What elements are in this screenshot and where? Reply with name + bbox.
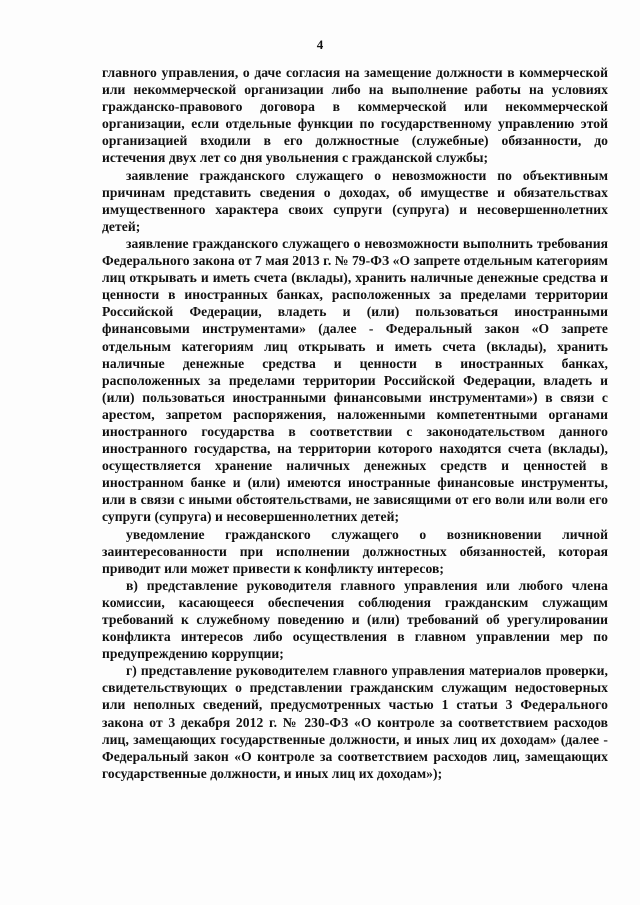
document-body — [102, 64, 608, 782]
paragraph-continuation: главного управления, о даче согласия на замещение должности в коммерческой или некоммерческой организации либо на выполнение работы на условиях гражданско-правового договора в коммерческой или некоммерческой организации, если отдельные функции по государственному управлению этой организацией входили в его должностные (служебные) обязанности, до истечения двух лет со дня увольнения с гражданской службы; — [102, 65, 608, 166]
paragraph-item-v: в) представление руководителя главного управления или любого члена комиссии, касающееся обеспечения соблюдения гражданским служащим требований к служебному поведению и (или) требований об урегулировании конфликта интересов либо осуществления в главном управлении мер по предупреждению коррупции; — [102, 577, 608, 662]
paragraph-conflict-of-interest-notice: уведомление гражданского служащего о возникновении личной заинтересованности при исполнении должностных обязанностей, которая приводит или может привести к конфликту интересов; — [102, 526, 608, 576]
paragraph-spouse-income-statement: заявление гражданского служащего о невозможности по объективным причинам представить сведения о доходах, об имуществе и обязательствах имущественного характера своих супруги (супруга) и несовершеннолетних детей; — [102, 167, 608, 234]
page-number: 4 — [316, 37, 324, 52]
paragraph-foreign-accounts-statement: заявление гражданского служащего о невозможности выполнить требования Федерального закона от 7 мая 2013 г. № 79-ФЗ «О запрете отдельным категориям лиц открывать и иметь счета (вклады), хранить наличные денежные средства и ценности в иностранных банках, расположенных за пределами территории Российской Федерации, владеть и (или) пользоваться иностранными финансовыми инструментами» (далее - Федеральный закон «О запрете отдельным категориям лиц открывать и иметь счета (вклады), хранить наличные денежные средства и ценности в иностранных банках, расположенных за пределами территории Российской Федерации, владеть и (или) пользоваться иностранными финансовыми инструментами») в связи с арестом, запретом распоряжения, наложенными компетентными органами иностранного государства в соответствии с законодательством данного иностранного государства, на территории которого находятся счета (вклады), осуществляется хранение наличных денежных средств и ценностей в иностранном банке и (или) имеются иностранные финансовые инструменты, или в связи с иными обстоятельствами, не зависящими от его воли или воли его супруги (супруга) и несовершеннолетних детей; — [102, 235, 608, 525]
paragraph-item-g: г) представление руководителем главного управления материалов проверки, свидетельствующих о представлении гражданским служащим недостоверных или неполных сведений, предусмотренных частью 1 статьи 3 Федерального закона от 3 декабря 2012 г. № 230-ФЗ «О контроле за соответствием расходов лиц, замещающих государственные должности, и иных лиц их доходам» (далее - Федеральный закон «О контроле за соответствием расходов лиц, замещающих государственные должности, и иных лиц их доходам»); — [102, 663, 608, 781]
